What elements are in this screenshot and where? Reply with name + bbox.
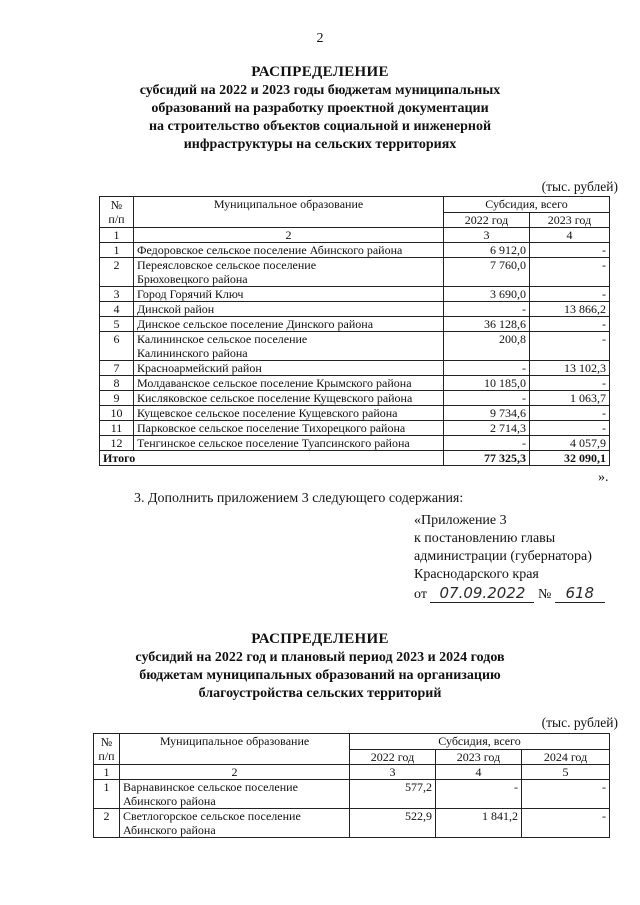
row-number: 12 xyxy=(100,436,134,451)
row-value-y1: 200,8 xyxy=(444,332,530,361)
row-value-y2: - xyxy=(530,287,610,302)
row-name: Федоровское сельское поселение Абинского района xyxy=(134,243,444,258)
index-cell: 1 xyxy=(94,765,120,780)
table-row xyxy=(100,243,610,258)
row-value-y1: 2 714,3 xyxy=(444,421,530,436)
handwritten-date: 07.09.2022 xyxy=(430,584,534,603)
row-value-y3: - xyxy=(522,809,610,838)
row-value-y2: 1 063,7 xyxy=(530,391,610,406)
row-value-y1: 522,9 xyxy=(350,809,436,838)
table-row xyxy=(100,287,610,302)
row-name: Светлогорское сельское поселение Абинского района xyxy=(120,809,350,838)
section1-unit: (тыс. рублей) xyxy=(541,179,618,194)
header-subsidy: Субсидия, всего xyxy=(350,734,610,750)
row-value-y2: - xyxy=(530,406,610,421)
row-number: 2 xyxy=(100,258,134,287)
row-name: Молдаванское сельское поселение Крымского района xyxy=(134,376,444,391)
header-num: № п/п xyxy=(94,734,120,765)
index-cell: 1 xyxy=(100,228,134,243)
row-name: Динское сельское поселение Динского района xyxy=(134,317,444,332)
row-value-y1: - xyxy=(444,391,530,406)
row-value-y2: - xyxy=(530,421,610,436)
header-num: № п/п xyxy=(100,197,134,228)
section2-title: РАСПРЕДЕЛЕНИЕ xyxy=(251,631,389,647)
header-year: 2022 год xyxy=(350,750,436,765)
row-value-y2: - xyxy=(530,258,610,287)
section1-subtitle-line: инфраструктуры на сельских территориях xyxy=(183,137,457,152)
index-cell: 3 xyxy=(350,765,436,780)
header-year: 2023 год xyxy=(530,213,610,228)
header-year: 2022 год xyxy=(444,213,530,228)
row-value-y2: 13 102,3 xyxy=(530,361,610,376)
row-name: Парковское сельское поселение Тихорецкого района xyxy=(134,421,444,436)
row-value-y1: 10 185,0 xyxy=(444,376,530,391)
table-row xyxy=(100,317,610,332)
row-value-y2: - xyxy=(530,317,610,332)
section1-subtitle-line: образований на разработку проектной документации xyxy=(151,101,489,116)
section2-subtitle-line: субсидий на 2022 год и плановый период 2023 и 2024 годов xyxy=(135,650,505,665)
index-cell: 3 xyxy=(444,228,530,243)
section1-title: РАСПРЕДЕЛЕНИЕ xyxy=(251,64,389,80)
row-value-y2: - xyxy=(530,243,610,258)
row-value-y1: 577,2 xyxy=(350,780,436,809)
section2-table-body xyxy=(94,780,610,838)
row-value-y1: 7 760,0 xyxy=(444,258,530,287)
table-row xyxy=(100,421,610,436)
table-row xyxy=(100,406,610,421)
section1-table-body xyxy=(100,243,610,451)
section1-subtitle-line: субсидий на 2022 и 2023 годы бюджетам муниципальных xyxy=(139,83,501,98)
closing-quote: ». xyxy=(598,470,609,485)
row-value-y1: 6 912,0 xyxy=(444,243,530,258)
header-name: Муниципальное образование xyxy=(120,734,350,765)
appendix-line: администрации (губернатора) xyxy=(414,549,592,564)
row-name: Красноармейский район xyxy=(134,361,444,376)
table-header-row xyxy=(94,734,610,750)
row-value-y2: - xyxy=(436,780,522,809)
row-number: 8 xyxy=(100,376,134,391)
row-name: Город Горячий Ключ xyxy=(134,287,444,302)
table-row xyxy=(100,332,610,361)
total-y1: 77 325,3 xyxy=(444,451,530,466)
handwritten-number: 618 xyxy=(555,584,605,603)
row-number: 3 xyxy=(100,287,134,302)
row-name: Варнавинское сельское поселение Абинского района xyxy=(120,780,350,809)
table-header-row xyxy=(100,197,610,213)
section2-subtitle-line: бюджетам муниципальных образований на организацию xyxy=(139,668,501,683)
table-total-row xyxy=(100,451,610,466)
header-name: Муниципальное образование xyxy=(134,197,444,228)
header-year: 2024 год xyxy=(522,750,610,765)
section2-subtitle-line: благоустройства сельских территорий xyxy=(198,686,442,701)
header-year: 2023 год xyxy=(436,750,522,765)
row-name: Тенгинское сельское поселение Туапсинского района xyxy=(134,436,444,451)
page-number: 2 xyxy=(316,31,324,46)
table-row xyxy=(100,258,610,287)
table-index-row xyxy=(100,228,610,243)
from-label: от xyxy=(414,587,427,602)
index-cell: 5 xyxy=(522,765,610,780)
row-value-y2: - xyxy=(530,376,610,391)
row-number: 1 xyxy=(100,243,134,258)
row-value-y1: 3 690,0 xyxy=(444,287,530,302)
index-cell: 4 xyxy=(530,228,610,243)
row-name: Калининское сельское поселение Калининского района xyxy=(134,332,444,361)
row-value-y2: 4 057,9 xyxy=(530,436,610,451)
table-row xyxy=(100,376,610,391)
appendix-line: «Приложение 3 xyxy=(414,513,507,528)
appendix-line: к постановлению главы xyxy=(414,531,556,546)
number-label: № xyxy=(537,587,552,602)
row-number: 6 xyxy=(100,332,134,361)
row-number: 1 xyxy=(94,780,120,809)
table-row xyxy=(94,780,610,809)
row-number: 5 xyxy=(100,317,134,332)
table-row xyxy=(94,809,610,838)
table-row xyxy=(100,436,610,451)
appendix-date-line xyxy=(414,584,605,604)
table-row xyxy=(100,391,610,406)
index-cell: 4 xyxy=(436,765,522,780)
row-value-y3: - xyxy=(522,780,610,809)
row-name: Динской район xyxy=(134,302,444,317)
row-number: 11 xyxy=(100,421,134,436)
row-name: Кисляковское сельское поселение Кущевского района xyxy=(134,391,444,406)
table-row xyxy=(100,302,610,317)
row-value-y1: - xyxy=(444,302,530,317)
row-name: Кущевское сельское поселение Кущевского района xyxy=(134,406,444,421)
section1-subtitle xyxy=(0,82,640,154)
row-number: 9 xyxy=(100,391,134,406)
row-value-y1: 9 734,6 xyxy=(444,406,530,421)
index-cell: 2 xyxy=(120,765,350,780)
row-number: 10 xyxy=(100,406,134,421)
section2-unit: (тыс. рублей) xyxy=(541,715,618,730)
row-value-y2: 13 866,2 xyxy=(530,302,610,317)
row-name: Переясловское сельское поселение Брюховецкого района xyxy=(134,258,444,287)
row-value-y2: - xyxy=(530,332,610,361)
index-cell: 2 xyxy=(134,228,444,243)
appendix-line: Краснодарского края xyxy=(414,567,539,582)
row-value-y1: - xyxy=(444,436,530,451)
section2-table xyxy=(93,733,610,838)
header-subsidy: Субсидия, всего xyxy=(444,197,610,213)
row-number: 2 xyxy=(94,809,120,838)
row-number: 4 xyxy=(100,302,134,317)
appendix-header xyxy=(414,512,605,604)
table-index-row xyxy=(94,765,610,780)
total-y2: 32 090,1 xyxy=(530,451,610,466)
table-row xyxy=(100,361,610,376)
section2-subtitle xyxy=(0,649,640,703)
instruction-paragraph: 3. Дополнить приложением 3 следующего содержания: xyxy=(134,491,464,506)
row-value-y1: 36 128,6 xyxy=(444,317,530,332)
total-label: Итого xyxy=(100,451,444,466)
section1-table xyxy=(99,196,610,466)
row-number: 7 xyxy=(100,361,134,376)
section1-subtitle-line: на строительство объектов социальной и инженерной xyxy=(148,119,492,134)
row-value-y1: - xyxy=(444,361,530,376)
row-value-y2: 1 841,2 xyxy=(436,809,522,838)
